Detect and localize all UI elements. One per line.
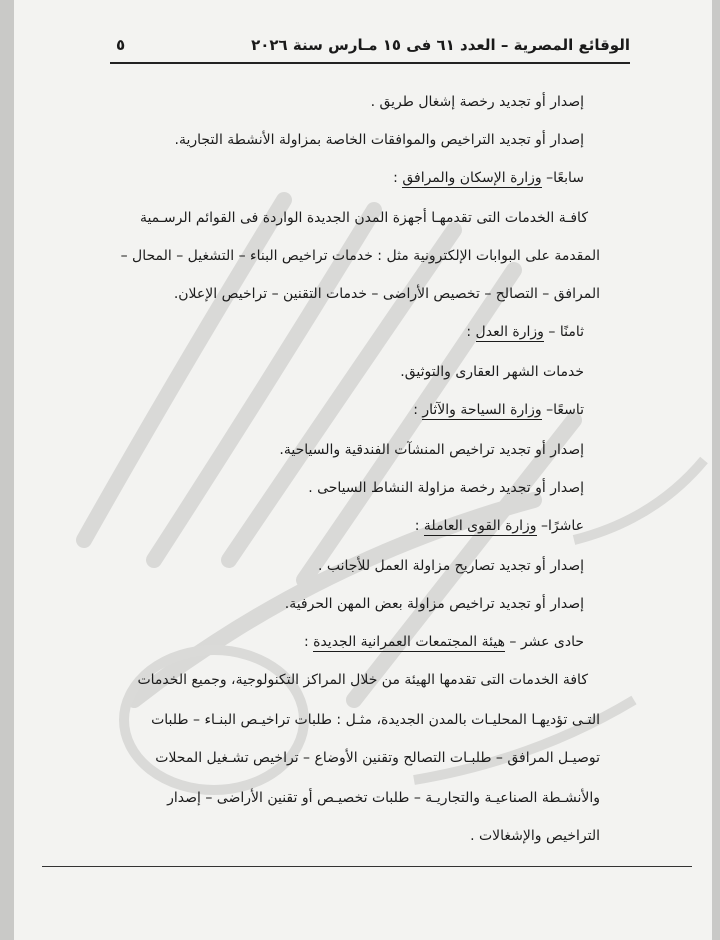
text-line: التـى تؤديهـا المحليـات بالمدن الجديدة، مثـل : طلبات تراخيـص البنـاء – طلبات	[151, 712, 600, 728]
page-number: ٥	[116, 36, 126, 54]
text-line: إصدار أو تجديد تصاريح مزاولة العمل للأجانب .	[318, 558, 584, 574]
section-colon: :	[414, 518, 424, 534]
text-line: المرافق – التصالح – تخصيص الأراضى – خدمات التقنين – تراخيص الإعلان.	[173, 286, 600, 302]
section-title: وزارة السياحة والآثار	[422, 402, 542, 418]
text-line: والأنشـطة الصناعيـة والتجاريـة – طلبات تخصيـص أو تقنين الأراضى – إصدار	[167, 790, 600, 806]
section-title: هيئة المجتمعات العمرانية الجديدة	[313, 634, 505, 650]
section-heading-justice	[466, 322, 584, 342]
text-line: إصدار أو تجديد تراخيص مزاولة بعض المهن الحرفية.	[284, 596, 584, 612]
section-heading-tourism	[413, 400, 584, 420]
page-bottom-rule	[42, 866, 692, 867]
text-line: التراخيص والإشغالات .	[470, 828, 600, 844]
section-heading-new-urban-communities	[304, 632, 584, 652]
text-line: إصدار أو تجديد رخصة مزاولة النشاط السياحى .	[308, 480, 584, 496]
section-number: سابعًا–	[541, 170, 584, 186]
text-line: إصدار أو تجديد التراخيص والموافقات الخاصة بمزاولة الأنشطة التجارية.	[174, 132, 584, 148]
section-heading-manpower	[415, 516, 584, 536]
section-colon: :	[303, 634, 314, 650]
text-line: خدمات الشهر العقارى والتوثيق.	[400, 364, 584, 380]
text-line: توصيـل المرافق – طلبـات التصالح وتقنين الأوضاع – تراخيص تشـغيل المحلات	[155, 750, 600, 766]
text-line: إصدار أو تجديد رخصة إشغال طريق .	[370, 94, 584, 110]
section-colon: :	[466, 324, 476, 340]
text-line: كافة الخدمات التى تقدمها الهيئة من خلال المراكز التكنولوجية، وجميع الخدمات	[137, 672, 588, 688]
section-number: عاشرًا–	[536, 518, 584, 534]
section-title: وزارة القوى العاملة	[423, 518, 537, 534]
section-heading-housing	[393, 168, 584, 188]
section-colon: :	[393, 170, 403, 186]
section-title: وزارة الإسكان والمرافق	[402, 170, 542, 186]
text-line: كافـة الخدمات التى تقدمهـا أجهزة المدن الجديدة الواردة فى القوائم الرسـمية	[139, 210, 588, 226]
gazette-issue-title: الوقائع المصرية – العدد ٦١ فى ١٥ مـارس سنة ٢٠٢٦	[251, 36, 630, 54]
section-title: وزارة العدل	[475, 324, 544, 340]
text-line: المقدمة على البوابات الإلكترونية مثل : خدمات تراخيص البناء – التشغيل – المحال –	[120, 248, 600, 264]
section-colon: :	[413, 402, 423, 418]
section-number: تاسعًا–	[541, 402, 584, 418]
section-number: ثامنًا –	[543, 324, 584, 340]
text-line: إصدار أو تجديد تراخيص المنشآت الفندقية والسياحية.	[279, 442, 584, 458]
section-number: حادى عشر –	[504, 634, 584, 650]
document-page	[14, 0, 712, 940]
running-header	[110, 36, 630, 64]
